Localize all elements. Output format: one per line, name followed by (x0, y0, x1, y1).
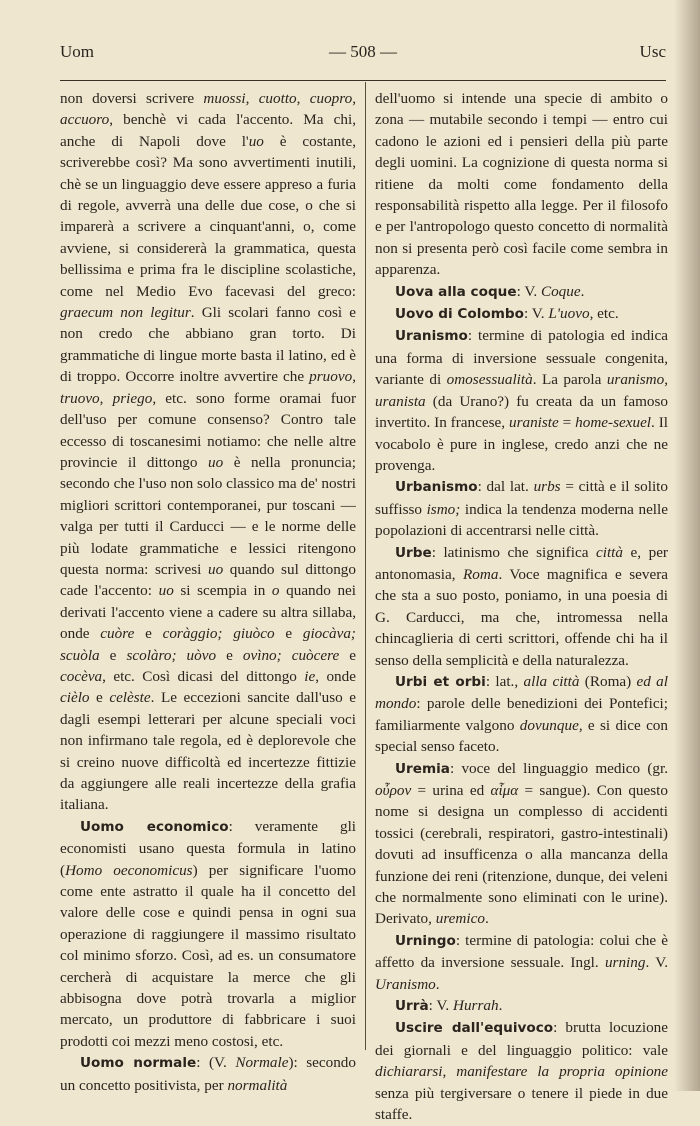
italic-term: accuoro (60, 111, 110, 129)
italic-term: coràggio; giuòco (162, 625, 275, 643)
entry-uremia: Uremia: voce del linguaggio medico (gr. οὖρον = urina ed αἷμα = sangue). Con questo nome si designa un complesso di accidenti tossici (cerebrali, respiratori, gastro-intestinali) dovuti ad insufficenza o alla mancanza della funzione dei reni (ritenzione, dunque, dei veleni che normalmente sono eliminati con le urine). Derivato, uremico. (375, 759, 668, 928)
entry-uova-alla-coque: Uova alla coque: V. Coque. (395, 282, 585, 300)
italic-term: pruovo (309, 368, 353, 386)
entry-uovo-di-colombo: Uovo di Colombo: V. L'uovo, etc. (395, 305, 619, 323)
italic-term: οὖρον (375, 782, 412, 799)
headword: Uscire dall'equivoco (395, 1020, 554, 1037)
italic-term: dovunque (519, 716, 579, 734)
italic-term: omosessualità (446, 371, 533, 389)
italic-term: Normale (235, 1054, 289, 1072)
headword: Uremia (395, 760, 450, 777)
column-divider (365, 82, 366, 1050)
headword: Uomo normale (80, 1055, 197, 1072)
entry-urbi-et-orbi: Urbi et orbi: lat., alla città (Roma) ed al mondo: parole delle benedizioni dei Pontefici; familiarmente valgono dovunque, e si dice con special senso faceto. (375, 672, 668, 756)
italic-term: uo (158, 582, 174, 600)
italic-term: scolàro; uòvo (126, 646, 217, 664)
headword: Uova alla coque (395, 283, 517, 300)
headword: Uranismo (395, 328, 468, 345)
italic-term: muossi (203, 90, 246, 107)
italic-term: Uranismo (375, 975, 436, 993)
headword: Urbanismo (395, 479, 478, 496)
headword: Uomo economico (80, 818, 229, 835)
italic-term: urning (604, 954, 646, 972)
entry-uranismo: Uranismo: termine di patologia ed indica una forma di inversione sessuale congenita, variante di omosessualità. La parola uranismo, uranista (da Urano?) fu creata da un famoso invertito. In francese, uraniste = home-sexuel. Il vocabolo è pure in inglese, credo anzi che ne provenga. (375, 327, 668, 474)
italic-term: manifestare la propria opinione (456, 1063, 668, 1081)
italic-term: Homo oeconomicus (65, 861, 193, 879)
italic-term: cocèva (60, 667, 103, 685)
italic-term: cuopro (309, 90, 353, 107)
italic-term: normalità (227, 1076, 288, 1094)
italic-term: ovìno; cuòcere (242, 646, 340, 664)
paragraph-continuation-right: dell'uomo si intende una specie di ambito o zona — mutabile secondo i tempi — entro cui cadono le azioni ed i pensieri della più parte degli uomini. La cognizione di questa norma si ritiene da molti come fondamento della responsabilità rispetto alla legge. Per il filosofo e per l'antropologo questo concetto di normalità non si presenta però così facile come sembra in apparenza. (375, 90, 668, 279)
entry-uomo-normale: Uomo normale: (V. Normale): secondo un concetto positivista, per normalità (60, 1054, 356, 1094)
running-header (60, 38, 666, 66)
headword: Urningo (395, 932, 456, 949)
italic-term: uo (208, 453, 224, 471)
italic-term: ed al mondo (375, 672, 668, 713)
entry-urra: Urrà: V. Hurrah. (395, 997, 503, 1015)
entry-urbanismo: Urbanismo: dal lat. urbs = città e il solito suffisso ismo; indica la tendenza moderna nelle popolazioni di accentrarsi nelle città. (375, 478, 668, 540)
italic-term: L'uovo (548, 305, 590, 323)
italic-term: o (271, 582, 280, 600)
italic-term: uranismo (606, 371, 665, 389)
italic-term: home-sexuel (575, 414, 652, 432)
right-column (375, 88, 668, 1126)
italic-term: ie (304, 667, 316, 685)
header-rule (60, 80, 666, 81)
entry-uomo-economico: Uomo economico: veramente gli economisti usano questa formula in latino (Homo oeconomicus) per significare l'uomo come ente astratto il quale ha il concetto del valore delle cose e quindi pensa in ogni sua operazione di raggiungere il massimo risultato col minimo sforzo. Così, ad es. un consumatore cercherà di acquistare la merce che gli abbisogna dove potrà trovarla a miglior mercato, un produttore di fabbricare i suoi prodotti coi mezzi meno costosi, etc. (60, 817, 357, 1050)
italic-term: cièlo (60, 689, 90, 707)
italic-term: αἷμα (490, 782, 519, 799)
italic-term: graecum non legitur (60, 304, 191, 322)
paragraph-continuation: non doversi scrivere muossi, cuotto, cuopro, accuoro, benchè vi cada l'accento. Ma chi, anche di Napoli dove l'uo è costante, scriverebbe così? Ma sono avvertimenti inutili, chè se un linguaggio deve essere appreso a furia di regole, avverrà una delle due cose, o che si imparerà a scrivere a cinquant'anni, o, come avviene, si considererà la grammatica, questa bellissima e prima fra le discipline scolastiche, come nel Medio Evo facevasi del greco: graecum non legitur. Gli scolari fanno così e non credo che abbiano gran torto. Di grammatiche di lingue morte basta il latino, ed è di troppo. Occorre inoltre avvertire che pruovo, truovo, priego, etc. sono forme oramai fuor dell'uso per comune consenso? Contro tale eccesso di toscanesimi notiamo: che nelle altre provincie il dittongo uo è nella pronuncia; secondo che l'uso non solo classico ma de' nostri migliori scrittori contemporanei, pur toscani — valga per tutti il Carducci — e le norme delle più lodate grammatiche e lessici ritengono questa norma: scrivesi uo quando sul dittongo cade l'accento: uo si scempia in o quando nei derivati l'accento viene a cadere su altra sillaba, onde cuòre e coràggio; giuòco e giocàva; scuòla e scolàro; uòvo e ovìno; cuòcere e cocèva, etc. Così dicasi del dittongo ie, onde cièlo e celèste. Le eccezioni sancite dall'uso e dagli esempi letterari per alcune speciali voci non infirmano tale regola, ed è deplorevole che si creino nuove difficoltà ed incertezze fittizie da aggiungere alle reali incertezze della grafia italiana. (60, 90, 357, 814)
left-column (60, 88, 356, 1096)
italic-term: uranista (375, 392, 426, 410)
headword: Urbi et orbi (395, 673, 486, 690)
italic-term: giocàva; scuòla (60, 625, 356, 664)
italic-term: Coque (540, 282, 581, 300)
italic-term: urbs (533, 478, 561, 496)
italic-term: uraniste (508, 414, 559, 432)
entry-urningo: Urningo: termine di patologia: colui che è affetto da inversione sessuale. Ingl. urning. V. Uranismo. (375, 931, 669, 993)
italic-term: priego (112, 389, 153, 407)
italic-term: uremico (435, 910, 485, 928)
italic-term: uo (248, 132, 264, 150)
entry-uscire-dall-equivoco: Uscire dall'equivoco: brutta locuzione dei giornali e del linguaggio politico: vale dichiararsi, manifestare la propria opinione senza più tergiversare o tenere il piede in due staffe. (375, 1019, 668, 1124)
italic-term: alla città (523, 672, 580, 690)
italic-term: Roma (463, 565, 499, 583)
header-left-guideword: Uom (60, 42, 94, 61)
page-number: — 508 — (329, 42, 397, 61)
italic-term: Hurrah (452, 997, 499, 1015)
italic-term: cuotto (258, 90, 297, 107)
italic-term: dichiararsi (375, 1063, 443, 1081)
italic-term: cuòre (100, 625, 135, 643)
italic-term: città (595, 543, 623, 561)
headword: Urrà (395, 998, 429, 1015)
headword: Urbe (395, 544, 432, 561)
header-right-guideword: Usc (639, 42, 666, 61)
entry-urbe: Urbe: latinismo che significa città e, per antonomasia, Roma. Voce magnifica e severa che sta a suo posto, poniamo, in una poesia di G. Carducci, ma che, intromessa nella chincaglieria di certi scrittori, offende chi ha il senso della semplicità e della naturalezza. (375, 543, 669, 669)
italic-term: truovo (60, 389, 100, 407)
headword: Uovo di Colombo (395, 306, 524, 323)
page-edge-shadow (674, 0, 700, 1091)
italic-term: uo (207, 560, 224, 578)
italic-term: celèste (109, 689, 151, 707)
italic-term: ismo; (426, 500, 461, 518)
